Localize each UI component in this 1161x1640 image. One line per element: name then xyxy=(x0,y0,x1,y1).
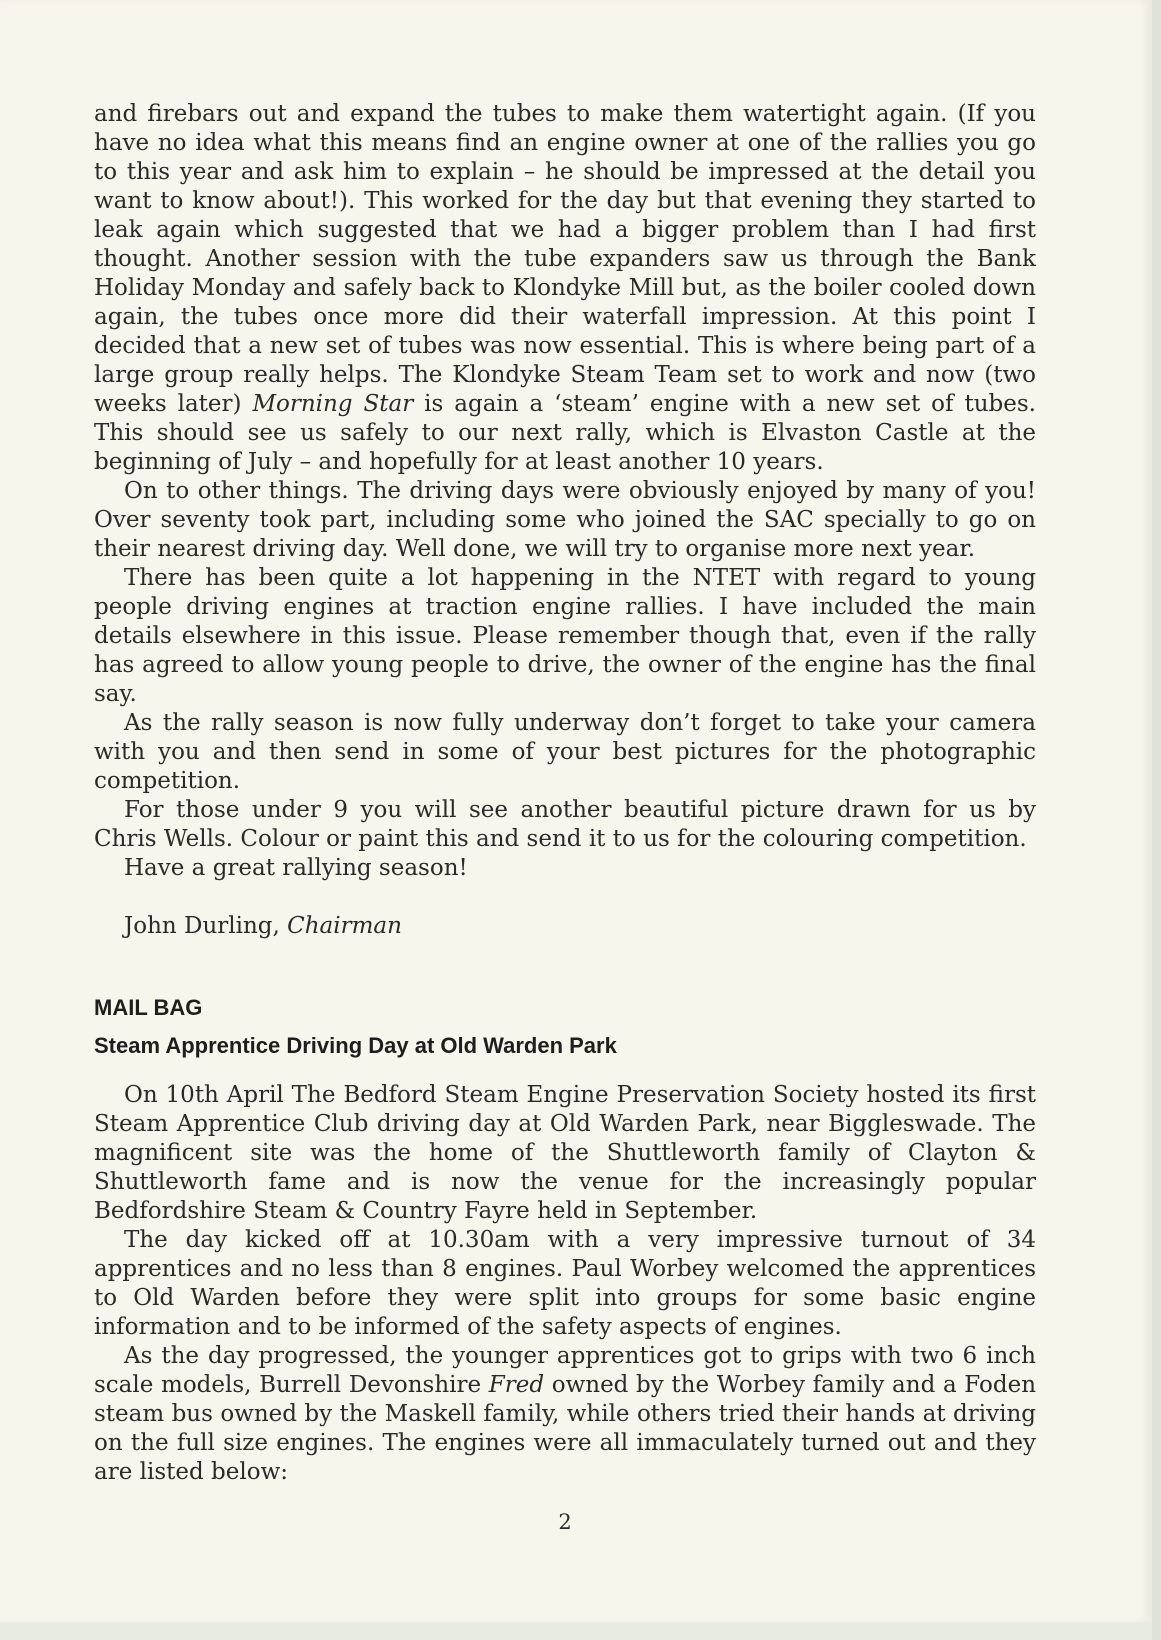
article-paragraph-3: There has been quite a lot happening in the NTET with regard to young people driving engines at traction engine rallies. I have included the main details elsewhere in this issue. Please remember though that, even if the rally has agreed to allow young people to drive, the owner of the engine has the final say. xyxy=(94,565,1036,707)
signature-title: Chairman xyxy=(287,913,402,939)
paragraph-text: is again a ‘steam’ engine with a new set of tubes. This should see us safely to our next rally, which is Elvaston Castle at the beginning of July – and hopefully for at least another 10 years. xyxy=(94,391,1036,475)
mailbag-paragraph-1: On 10th April The Bedford Steam Engine Preservation Society hosted its first Steam Apprentice Club driving day at Old Warden Park, near Biggleswade. The magnificent site was the home of the Shuttleworth family of Clayton & Shuttleworth fame and is now the venue for the increasingly popular Bedfordshire Steam & Country Fayre held in September. xyxy=(94,1082,1036,1224)
signature-name: John Durling, xyxy=(124,913,288,939)
paragraph-text: and firebars out and expand the tubes to make them watertight again. (If you have no idea what this means find an engine owner at one of the rallies you go to this year and ask him to explain – he should be impressed at the detail you want to know about!). This worked for the day but that evening they started to leak again which suggested that we had a bigger problem than I had first thought. Another session with the tube expanders saw us through the Bank Holiday Monday and safely back to Klondyke Mill but, as the boiler cooled down again, the tubes once more did their waterfall impression. At this point I decided that a new set of tubes was now essential. This is where being part of a large group really helps. The Klondyke Steam Team set to work and now (two weeks later) xyxy=(94,101,1036,417)
engine-name: Fred xyxy=(488,1372,545,1398)
article-paragraph-1 xyxy=(94,100,1036,477)
signature xyxy=(94,912,1036,941)
article-paragraph-4: As the rally season is now fully underway don’t forget to take your camera with you and then send in some of your best pictures for the photographic competition. xyxy=(94,710,1036,794)
paragraph-text: As the day progressed, the younger apprentices got to grips with two 6 inch scale models, Burrell Devonshire xyxy=(94,1343,1036,1398)
article-paragraph-6: Have a great rallying season! xyxy=(124,855,468,881)
page-content xyxy=(94,100,1036,1487)
section-heading: MAIL BAG xyxy=(94,995,203,1020)
article-subheading: Steam Apprentice Driving Day at Old Warden Park xyxy=(94,1033,617,1058)
page-number: 2 xyxy=(558,1510,572,1534)
mailbag-paragraph-3 xyxy=(94,1342,1036,1487)
page-edge xyxy=(1152,0,1161,1640)
article-paragraph-5: For those under 9 you will see another beautiful picture drawn for us by Chris Wells. Colour or paint this and send it to us for the colouring competition. xyxy=(94,797,1036,852)
engine-name: Morning Star xyxy=(252,391,414,417)
mailbag-paragraph-2: The day kicked off at 10.30am with a very impressive turnout of 34 apprentices and no less than 8 engines. Paul Worbey welcomed the apprentices to Old Warden before they were split into groups for some basic engine information and to be informed of the safety aspects of engines. xyxy=(94,1227,1036,1340)
article-paragraph-2: On to other things. The driving days were obviously enjoyed by many of you! Over seventy took part, including some who joined the SAC specially to go on their nearest driving day. Well done, we will try to organise more next year. xyxy=(94,478,1036,562)
paragraph-text: owned by the Worbey family and a Foden steam bus owned by the Maskell family, while others tried their hands at driving on the full size engines. The engines were all immaculately turned out and they are listed below: xyxy=(94,1372,1037,1485)
